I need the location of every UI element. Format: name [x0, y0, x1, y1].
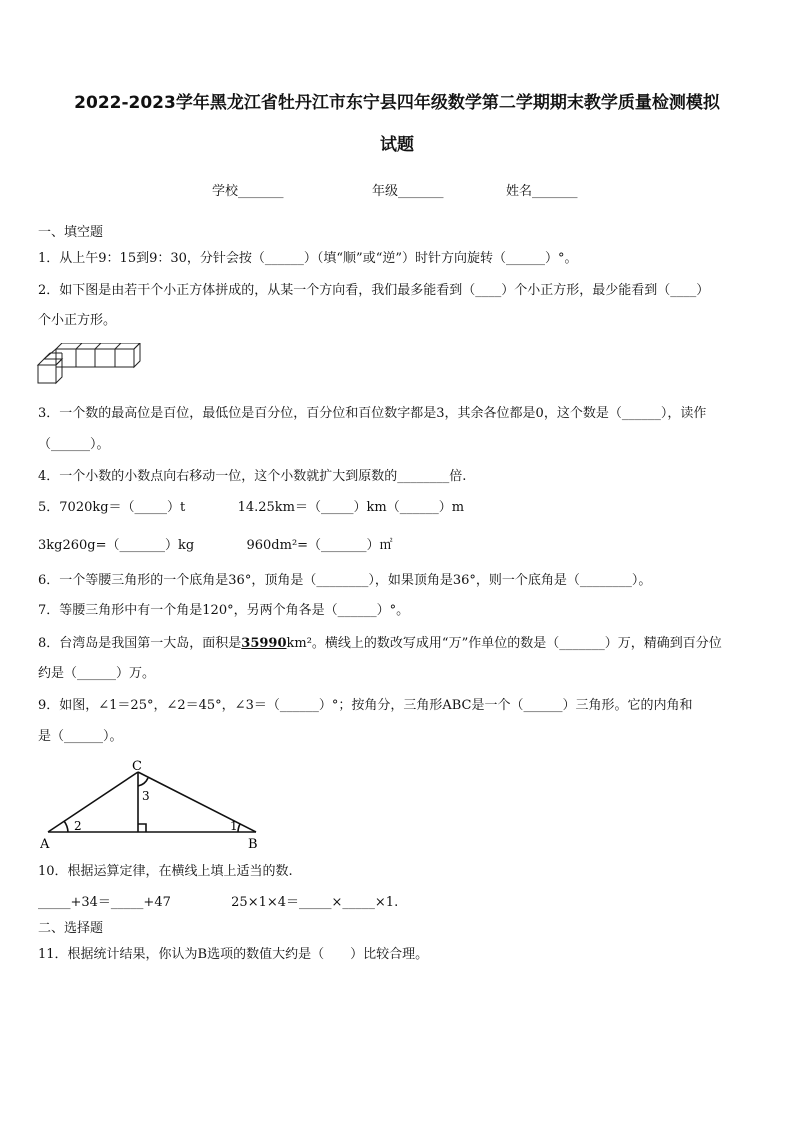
- question-3-line2: （______）。: [38, 437, 110, 452]
- question-5-part3: 3kg260g=（_______）kg: [38, 538, 195, 553]
- cubes-figure: [36, 343, 142, 385]
- question-5-part1: 5．7020kg＝（_____）t: [38, 500, 186, 515]
- question-10-part2: 25×1×4＝_____×_____×1.: [231, 895, 399, 910]
- question-4: 4．一个小数的小数点向右移动一位，这个小数就扩大到原数的________倍.: [38, 469, 467, 484]
- section-heading-choice: 二、选择题: [38, 921, 104, 936]
- question-8-area: 35990: [241, 636, 287, 651]
- question-8-line2: 约是（______）万。: [38, 666, 156, 681]
- section-heading-fill: 一、填空题: [38, 225, 104, 240]
- question-2-line1: 2．如下图是由若干个小正方体拼成的，从某一个方向看，我们最多能看到（____）个小正方形，最少能看到（____）: [38, 283, 710, 298]
- question-6: 6．一个等腰三角形的一个底角是36°，顶角是（________），如果顶角是36°，则一个底角是（________）。: [38, 573, 652, 588]
- question-10-row: [38, 894, 764, 912]
- question-5-row2: [38, 537, 764, 555]
- question-8-suffix: km²。横线上的数改写成用“万”作单位的数是（_______）万，精确到百分位: [286, 636, 722, 651]
- question-8-prefix: 8．台湾岛是我国第一大岛，面积是: [38, 636, 242, 651]
- question-5-part2: 14.25km＝（_____）km（______）m: [237, 500, 465, 515]
- vertex-b-label: B: [248, 837, 258, 850]
- question-8-line1: [38, 635, 764, 653]
- angle-1-label: 1: [230, 819, 238, 833]
- vertex-a-label: A: [40, 837, 50, 850]
- question-3-line1: 3．一个数的最高位是百位，最低位是百分位，百分位和百位数字都是3，其余各位都是0，这个数是（______），读作: [38, 406, 707, 421]
- grade-field: 年级_______: [372, 184, 444, 199]
- question-9-line1: 9．如图，∠1＝25°，∠2＝45°，∠3＝（______）°；按角分，三角形ABC是一个（______）三角形。它的内角和: [38, 698, 693, 713]
- question-5-part4: 960dm²=（_______）㎡: [246, 538, 393, 553]
- question-10: 10．根据运算定律，在横线上填上适当的数.: [38, 864, 293, 879]
- document-title-line1: 2022-2023学年黑龙江省牡丹江市东宁县四年级数学第二学期期末教学质量检测模拟: [74, 93, 720, 113]
- question-11: 11．根据统计结果，你认为B选项的数值大约是（ ）比较合理。: [38, 947, 429, 962]
- school-field: 学校_______: [212, 184, 284, 199]
- document-title-line2: 试题: [380, 135, 414, 155]
- vertex-c-label: C: [132, 759, 142, 774]
- question-7: 7．等腰三角形中有一个角是120°，另两个角各是（______）°。: [38, 603, 410, 618]
- question-9-line2: 是（______）。: [38, 729, 123, 744]
- name-field: 姓名_______: [506, 184, 578, 199]
- angle-3-label: 3: [142, 789, 150, 803]
- question-2-line2: 个小正方形。: [38, 313, 117, 328]
- question-5-row1: [38, 499, 764, 517]
- triangle-abc-figure: [40, 758, 270, 850]
- question-10-part1: _____+34＝_____+47: [38, 895, 171, 910]
- angle-2-label: 2: [74, 819, 82, 833]
- question-1: 1．从上午9：15到9：30，分针会按（______）（填“顺”或“逆”）时针方向旋转（______）°。: [38, 251, 578, 266]
